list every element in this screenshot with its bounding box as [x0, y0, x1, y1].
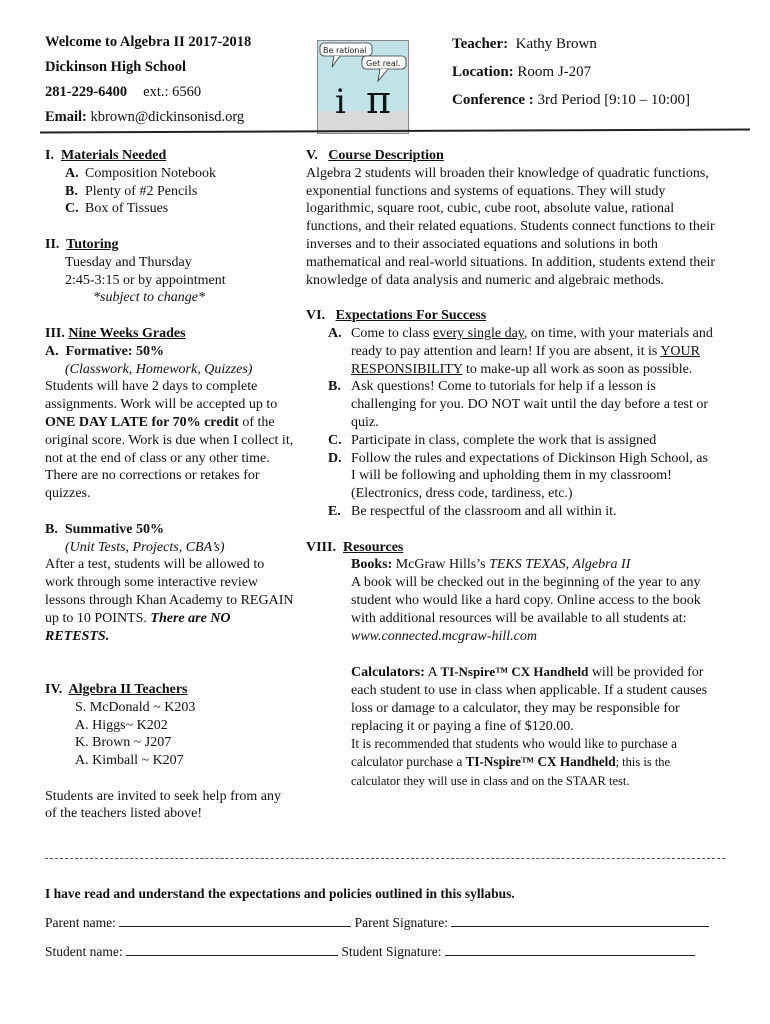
list-item	[328, 503, 716, 521]
section-number: III.	[45, 325, 65, 341]
description-heading	[306, 147, 716, 165]
left-column	[45, 147, 295, 823]
section-title: Resources	[342, 539, 404, 555]
section-title: Nine Weeks Grades	[68, 325, 186, 341]
teacher-name: Kathy Brown	[515, 36, 597, 52]
list-marker: B.	[45, 521, 58, 537]
spacer	[45, 218, 295, 236]
tutoring-days: Tuesday and Thursday	[65, 254, 192, 270]
location-line	[452, 58, 690, 86]
summative-heading	[45, 521, 295, 539]
list-item	[328, 325, 716, 378]
list-text: Follow the rules and expectations of Dickinson High School, as I will be following and upholding them in my classroom! (Electronics, dress code, tardiness, etc.)	[351, 450, 708, 502]
books-text	[351, 574, 716, 645]
header-contact	[45, 30, 320, 130]
parent-name-label: Parent name:	[45, 915, 116, 930]
no-retests-note: There are NO RETESTS.	[45, 610, 231, 644]
spacer	[45, 645, 295, 663]
tutoring-time: 2:45-3:15 or by appointment	[65, 272, 226, 288]
list-marker: B.	[65, 183, 78, 199]
parent-name-field[interactable]	[119, 914, 351, 927]
list-item	[65, 200, 295, 218]
tutoring-heading	[45, 236, 295, 254]
email-line	[45, 105, 320, 130]
text-part: A book will be checked out in the beginning of the year to any student who would like a hard copy. Online access to the book with additional resources will be available to all students at:	[351, 575, 701, 626]
parent-signature-field[interactable]	[451, 914, 709, 927]
section-number: VI.	[306, 308, 326, 324]
underlined-text: YOUR RESPONSIBILITY	[351, 343, 700, 377]
phone-extension: ext.: 6560	[143, 84, 202, 100]
list-item	[328, 378, 716, 431]
list-text: Participate in class, complete the work that is assigned	[351, 432, 657, 448]
section-title: Course Description	[328, 148, 444, 163]
list-marker: B.	[328, 379, 341, 395]
teacher-line	[452, 30, 690, 58]
section-title: Algebra II Teachers	[68, 681, 188, 697]
textbook-title: TEKS TEXAS, Algebra II	[489, 557, 631, 573]
imaginary-i-glyph: i	[335, 82, 346, 122]
books-line	[351, 556, 716, 574]
list-marker: C.	[65, 201, 79, 217]
section-number: V.	[306, 148, 318, 163]
calculator-model: TI-Nspire™ CX Handheld	[440, 664, 589, 680]
section-number: I.	[45, 148, 54, 163]
text-part: will be provided for each student to use in class when applicable. If a student causes loss or damage to a calculator, they may be responsible for replacing it or paying a fine of $120.00.	[351, 665, 708, 734]
list-item	[328, 432, 716, 450]
list-marker: A.	[65, 165, 79, 181]
acknowledgement: I have read and understand the expectations and policies outlined in this syllabus.	[45, 886, 515, 901]
teachers-heading	[45, 681, 295, 699]
list-marker: E.	[328, 503, 341, 519]
header-teacher-info	[452, 30, 690, 114]
spacer	[306, 521, 716, 539]
student-signature-row	[45, 943, 695, 960]
resources-heading	[306, 539, 716, 557]
email-label: Email:	[45, 109, 87, 125]
math-cartoon-image	[317, 40, 409, 134]
student-signature-field[interactable]	[445, 943, 695, 956]
right-column	[306, 147, 716, 791]
formative-text-part: of the original score. Work is due when I collect it, not at the end of class or any other time. There are no corrections or retakes for quizzes.	[45, 414, 294, 502]
late-policy: ONE DAY LATE for 70% credit	[45, 414, 239, 430]
list-item: A. Kimball ~ K207	[75, 753, 184, 769]
student-signature-label: Student Signature:	[341, 944, 442, 959]
conference-label: Conference :	[452, 92, 534, 108]
list-marker: C.	[328, 432, 342, 448]
spacer	[45, 663, 295, 681]
email-address: kbrown@dickinsonisd.org	[90, 109, 245, 125]
teachers-list	[45, 699, 295, 770]
pi-glyph: π	[366, 78, 391, 122]
student-name-label: Student name:	[45, 944, 123, 959]
section-number: II.	[45, 236, 60, 252]
list-text: Plenty of #2 Pencils	[85, 183, 198, 199]
phone-line	[45, 80, 320, 105]
calculators-label: Calculators:	[351, 665, 425, 681]
summative-text	[45, 556, 295, 645]
section-title: Expectations For Success	[335, 308, 487, 324]
summative-title: Summative 50%	[64, 521, 165, 537]
text-part: , on time, with your materials and ready to pay attention and learn! If you are absent, it is	[351, 325, 713, 359]
textbook-url: www.connected.mcgraw-hill.com	[351, 628, 537, 644]
location-label: Location:	[452, 64, 514, 80]
text-part: It is recommended that students who would like to purchase a calculator purchase a	[351, 736, 677, 770]
list-text: Box of Tissues	[85, 201, 169, 217]
spacer	[45, 770, 295, 788]
formative-text	[45, 378, 295, 503]
list-text: Be respectful of the classroom and all within it.	[351, 503, 617, 519]
text-part: A	[424, 665, 441, 681]
cut-line	[45, 858, 725, 859]
grades-heading	[45, 325, 295, 343]
teachers-note: Students are invited to seek help from any of the teachers listed above!	[45, 788, 281, 822]
text-part: Come to class	[351, 325, 434, 341]
text-part: to make-up all work as soon as possible.	[462, 361, 693, 377]
list-item: K. Brown ~ J207	[75, 735, 172, 751]
books-label: Books:	[351, 557, 393, 573]
materials-heading	[45, 147, 295, 165]
calculators-recommend	[351, 735, 716, 790]
location-value: Room J-207	[517, 64, 592, 80]
formative-text-part: Students will have 2 days to complete assignments. Work will be accepted up to	[45, 379, 278, 413]
formative-subtitle: (Classwork, Homework, Quizzes)	[65, 361, 253, 377]
expectations-list	[306, 325, 716, 521]
teacher-label: Teacher:	[452, 36, 509, 52]
list-marker: A.	[45, 343, 59, 359]
student-name-field[interactable]	[126, 943, 338, 956]
section-title: Tutoring	[66, 236, 119, 252]
bubble-left-text: Be rational	[323, 46, 367, 55]
spacer	[351, 645, 716, 663]
description-text: Algebra 2 students will broaden their knowledge of quadratic functions, exponential functions and systems of equations. They will study logarithmic, square root, cubic, cube root, absolute value, rational functions, and their related equations. Students connect functions to their inverses and to their associated equations and solutions in both mathematical and real-world situations. In addition, students extend their knowledge of data analysis and numeric and algebraic methods.	[306, 165, 716, 288]
tutoring-note: *subject to change*	[93, 290, 205, 306]
text-part: McGraw Hills’s	[392, 557, 490, 573]
school-name: Dickinson High School	[45, 59, 187, 75]
calculators-text	[351, 663, 716, 735]
section-title: Materials Needed	[60, 148, 167, 163]
list-item	[328, 450, 716, 503]
conference-value: 3rd Period [9:10 – 10:00]	[537, 92, 691, 108]
list-text: Ask questions! Come to tutorials for help if a lesson is challenging for you. DO NOT wait until the day before a test or quiz.	[351, 379, 709, 430]
list-marker: D.	[328, 450, 342, 466]
expectations-heading	[306, 307, 716, 325]
list-item	[65, 183, 295, 201]
spacer	[45, 503, 295, 521]
section-number: IV.	[45, 681, 63, 697]
list-item: S. McDonald ~ K203	[75, 699, 196, 715]
spacer	[45, 307, 295, 325]
calculator-model: TI-Nspire™ CX Handheld	[465, 754, 616, 770]
formative-heading	[45, 343, 295, 361]
list-item	[65, 165, 295, 183]
phone-number: 281-229-6400	[45, 84, 128, 100]
list-marker: A.	[328, 325, 342, 341]
summative-text-part: After a test, students will be allowed to work through some interactive review lessons through Khan Academy to REGAIN up to 10 POINTS.	[45, 557, 294, 626]
summative-subtitle: (Unit Tests, Projects, CBA’s)	[65, 539, 225, 555]
parent-signature-label: Parent Signature:	[354, 915, 448, 930]
speech-bubble-left-tail	[332, 56, 340, 67]
conference-line	[452, 86, 690, 114]
materials-list	[45, 165, 295, 218]
list-text	[351, 325, 716, 378]
text-part: ; this is the calculator they will use in class and on the STAAR test.	[351, 755, 671, 788]
course-title: Welcome to Algebra II 2017-2018	[45, 34, 252, 50]
list-item: A. Higgs~ K202	[75, 717, 168, 733]
parent-signature-row	[45, 914, 709, 931]
bubble-right-text: Get real.	[366, 59, 401, 68]
spacer	[306, 289, 716, 307]
formative-title: Formative: 50%	[65, 343, 164, 359]
cartoon-drawing	[318, 41, 408, 133]
list-text: Composition Notebook	[85, 165, 217, 181]
section-number: VIII.	[306, 539, 336, 555]
underlined-text: every single day	[433, 325, 524, 341]
resources-books	[306, 556, 716, 790]
